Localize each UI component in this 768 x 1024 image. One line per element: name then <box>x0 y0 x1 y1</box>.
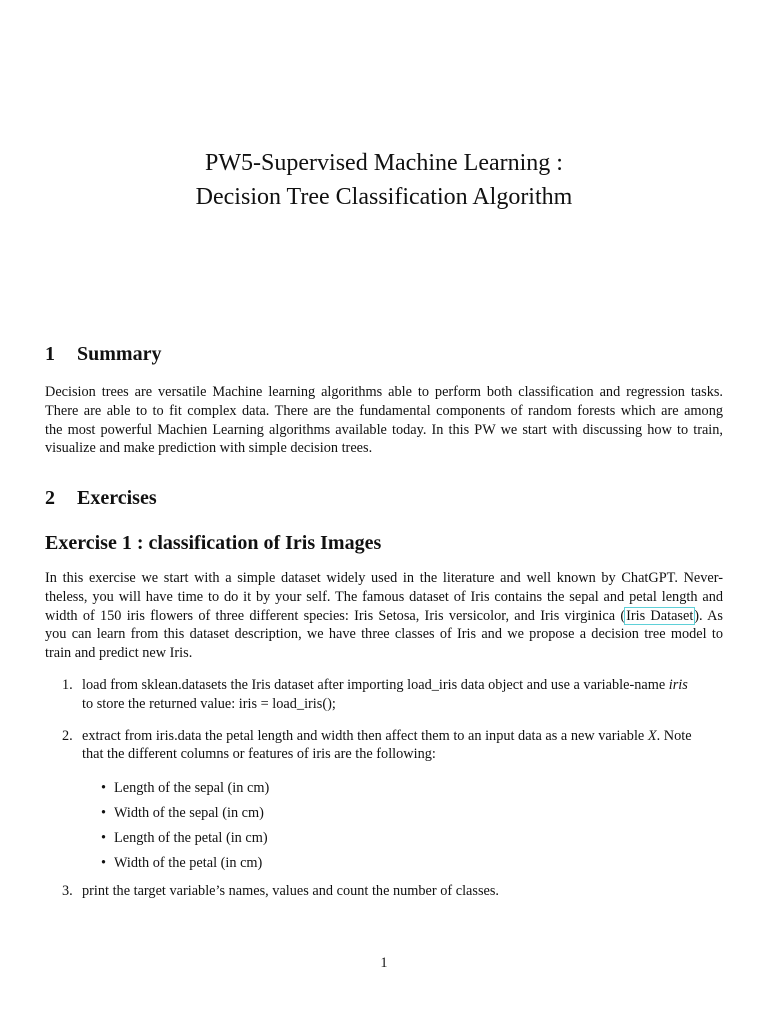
item-text: . Note <box>656 727 692 744</box>
bullet-item <box>45 851 723 876</box>
math-variable-iris: iris <box>668 677 688 693</box>
list-marker: 3. <box>62 883 73 899</box>
bullet-item <box>45 776 723 801</box>
list-item <box>45 882 723 901</box>
exercise-heading: Exercise 1 : classification of Iris Images <box>45 532 382 554</box>
bullet-item <box>45 801 723 826</box>
exercise-steps-list-continued <box>45 882 723 901</box>
section-heading-summary <box>45 342 161 366</box>
underscore-char: _ <box>296 695 305 712</box>
intro-line: train and predict new Iris. <box>45 645 193 662</box>
section-title: Summary <box>77 343 162 365</box>
intro-line: theless, you will have time to do it by your self. The famous dataset of Iris contains the sepal and petal length and <box>45 588 723 605</box>
summary-paragraph <box>45 383 723 458</box>
list-marker: 2. <box>62 727 73 744</box>
bullet-dot: • <box>101 830 107 846</box>
item-line <box>82 727 723 746</box>
intro-line: you can learn from this dataset description, we have three classes of Iris and we propose a decision tree model to <box>45 626 723 643</box>
summary-line: Decision trees are versatile Machine learning algorithms able to perform both classification and regression tasks. <box>45 384 723 400</box>
item-text: load from sklean.datasets the Iris dataset after importing load <box>82 677 432 693</box>
exercise-intro-paragraph <box>45 569 723 663</box>
bullet-text: Width of the petal (in cm) <box>114 855 263 871</box>
bullet-dot: • <box>101 805 107 821</box>
item-text: iris data object and use a variable-name <box>438 677 666 693</box>
intro-text: ). As <box>694 607 723 624</box>
intro-line-with-link <box>45 607 723 626</box>
math-variable-x: X <box>647 727 657 744</box>
underscore-char: _ <box>431 677 439 693</box>
intro-text: width of 150 iris flowers of three different species: Iris Setosa, Iris versicolor, and Iris virginica ( <box>45 607 626 624</box>
item-line: print the target variable’s names, values and count the number of classes. <box>82 883 499 899</box>
summary-line: There are able to to fit complex data. There are the fundamental components of random forests which are among <box>45 402 723 419</box>
iris-dataset-link[interactable]: Iris Dataset <box>626 607 694 624</box>
summary-line: visualize and make prediction with simple decision trees. <box>45 440 373 457</box>
features-bullet-list <box>45 776 723 876</box>
page-number: 1 <box>380 955 388 971</box>
list-item <box>45 676 723 714</box>
bullet-text: Length of the petal (in cm) <box>114 830 268 846</box>
bullet-dot: • <box>101 780 107 796</box>
bullet-text: Length of the sepal (in cm) <box>114 780 270 796</box>
item-line: that the different columns or features of iris are the following: <box>82 746 436 763</box>
title-line-1: PW5-Supervised Machine Learning : <box>205 150 563 176</box>
bullet-item <box>45 826 723 851</box>
item-text: extract from iris.data the petal length and width then affect them to an input data as a new variable <box>82 727 645 744</box>
bullet-dot: • <box>101 855 107 871</box>
section-title: Exercises <box>77 487 157 509</box>
item-text: to store the returned value: iris = load <box>82 695 297 712</box>
title-line-2: Decision Tree Classification Algorithm <box>195 184 573 210</box>
item-line <box>82 676 723 695</box>
exercise-steps-list <box>45 676 723 764</box>
item-text: iris(); <box>304 695 336 712</box>
section-number: 2 <box>45 487 55 509</box>
section-number: 1 <box>45 343 55 365</box>
intro-line: In this exercise we start with a simple dataset widely used in the literature and well known by ChatGPT. Never- <box>45 570 723 586</box>
summary-line: the most powerful Machien Learning algorithms available today. In this PW we start with discussing how to train, <box>45 421 723 438</box>
item-line <box>82 695 723 714</box>
document-title <box>0 146 768 214</box>
list-marker: 1. <box>62 677 73 693</box>
list-item <box>45 727 723 765</box>
section-heading-exercises <box>45 486 157 510</box>
bullet-text: Width of the sepal (in cm) <box>114 805 264 821</box>
